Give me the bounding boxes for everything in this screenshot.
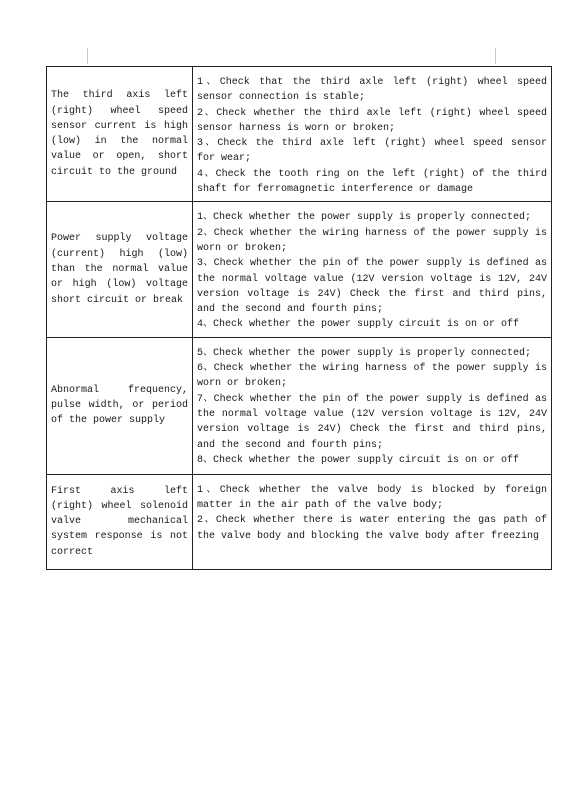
check-step: 1、Check whether the power supply is properly connected; [197, 212, 532, 224]
fault-description: Power supply voltage (current) high (low) than the normal value or high (low) voltage short circuit or break [47, 202, 193, 337]
check-step: 2、Check whether the wiring harness of the power supply is worn or broken; [197, 227, 547, 254]
right-margin-mark [495, 48, 496, 64]
left-margin-mark [87, 48, 88, 64]
check-step: 2、Check whether the third axle left (right) wheel speed sensor harness is worn or broken; [197, 107, 547, 134]
table-row [47, 474, 552, 569]
check-steps [193, 474, 552, 569]
table-row [47, 202, 552, 337]
check-step: 5、Check whether the power supply is properly connected; [197, 347, 532, 359]
check-step: 1、Check whether the valve body is blocked by foreign matter in the air path of the valve body; [197, 484, 547, 512]
check-step: 4、Check the tooth ring on the left (right) of the third shaft for ferromagnetic interference or damage [197, 168, 547, 196]
fault-description: First axis left (right) wheel solenoid valve mechanical system response is not correct [47, 474, 193, 569]
check-step: 3、Check whether the pin of the power supply is defined as the normal voltage value (12V version voltage is 12V, 24V version voltage is 24V) Check the first and third pins, and the second and fourth pins; [197, 258, 547, 316]
check-step: 7、Check whether the pin of the power supply is defined as the normal voltage value (12V version voltage is 12V, 24V version voltage is 24V) Check the first and third pins, and the second and fourth pins; [197, 393, 547, 451]
fault-diagnosis-table [46, 66, 552, 570]
check-step: 6、Check whether the wiring harness of the power supply is worn or broken; [197, 363, 547, 390]
fault-description: The third axis left (right) wheel speed sensor current is high (low) in the normal value or open, short circuit to the ground [47, 67, 193, 202]
check-steps [193, 202, 552, 337]
check-step: 1、Check that the third axle left (right) wheel speed sensor connection is stable; [197, 77, 547, 104]
table-row [47, 337, 552, 474]
check-step: 4、Check whether the power supply circuit is on or off [197, 319, 520, 331]
check-step: 2、Check whether there is water entering the gas path of the valve body and blocking the valve body after freezing [197, 515, 547, 542]
check-step: 8、Check whether the power supply circuit is on or off [197, 454, 520, 466]
check-step: 3、Check the third axle left (right) wheel speed sensor for wear; [197, 138, 547, 165]
check-steps [193, 67, 552, 202]
fault-description: Abnormal frequency, pulse width, or period of the power supply [47, 337, 193, 474]
table-row [47, 67, 552, 202]
check-steps [193, 337, 552, 474]
